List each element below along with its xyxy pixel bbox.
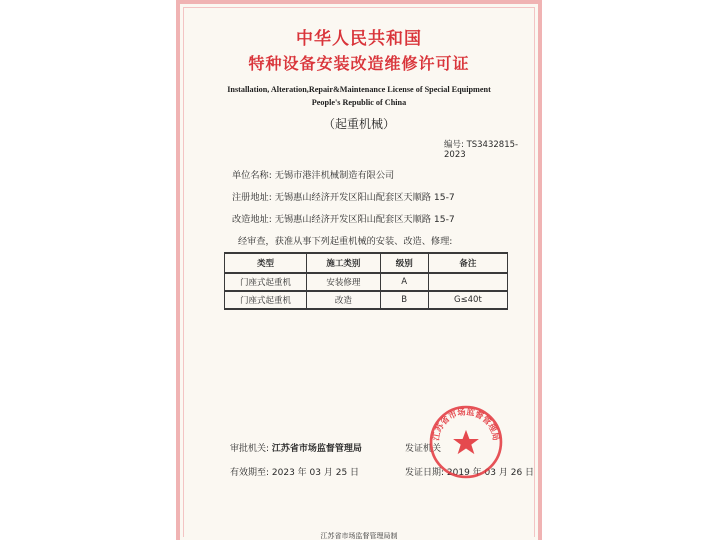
title-en-line2: People's Republic of China [311, 98, 407, 107]
table-header: 施工类别 [307, 253, 381, 273]
registered-address-row [232, 189, 455, 203]
license-certificate [176, 0, 542, 540]
valid-until [230, 465, 359, 478]
issuing-authority-label: 发证机关 [405, 444, 442, 454]
table-cell: B [380, 291, 428, 309]
table-cell: A [380, 273, 428, 291]
issue-date-label: 发证日期: [405, 468, 445, 478]
table-header-row [225, 253, 508, 273]
table-cell: 改造 [307, 291, 381, 309]
table-cell: 门座式起重机 [225, 273, 307, 291]
approval-authority-label: 审批机关: [230, 444, 270, 454]
approval-authority-value: 江苏省市场监督管理局 [271, 444, 362, 454]
table-cell [428, 273, 507, 291]
table-row [225, 291, 508, 309]
approval-authority [230, 441, 362, 454]
modification-address-label: 改造地址: [232, 214, 272, 225]
license-number: 编号: TS3432815-2023 [444, 140, 519, 160]
unit-name-row [232, 167, 394, 181]
table-cell: 门座式起重机 [225, 291, 307, 309]
table-header: 备注 [428, 253, 507, 273]
table-header: 类型 [225, 253, 307, 273]
modification-address-value: 无锡惠山经济开发区阳山配套区天顺路 15-7 [274, 214, 455, 225]
unit-name-label: 单位名称: [232, 170, 272, 181]
modification-address-row [232, 211, 455, 225]
issue-date-value: 2019 年 03 月 26 日 [446, 468, 535, 478]
title-cn-line2: 特种设备安装改造维修许可证 [248, 54, 470, 73]
valid-until-value: 2023 年 03 月 25 日 [271, 468, 360, 478]
issued-by-footer: 江苏省市场监督管理局制 [320, 532, 398, 540]
category-label: （起重机械） [322, 117, 395, 131]
table-cell: 安装修理 [307, 273, 381, 291]
unit-name-value: 无锡市港沣机械制造有限公司 [274, 170, 395, 181]
seal-star [453, 430, 479, 454]
scope-table [224, 252, 508, 310]
official-seal-icon [428, 404, 504, 480]
valid-until-label: 有效期至: [230, 468, 270, 478]
registered-address-label: 注册地址: [232, 192, 272, 203]
table-header: 级别 [380, 253, 428, 273]
registered-address-value: 无锡惠山经济开发区阳山配套区天顺路 15-7 [274, 192, 455, 203]
approval-statement: 经审查，获准从事下列起重机械的安装、改造、修理: [238, 236, 453, 247]
table-cell: G≤40t [428, 291, 507, 309]
title-en-line1: Installation, Alteration,Repair&Maintenance License of Special Equipment [227, 85, 491, 94]
seal-text: 江苏省市场监督管理局 [430, 406, 502, 442]
table-row [225, 273, 508, 291]
title-cn-line1: 中华人民共和国 [296, 29, 422, 49]
